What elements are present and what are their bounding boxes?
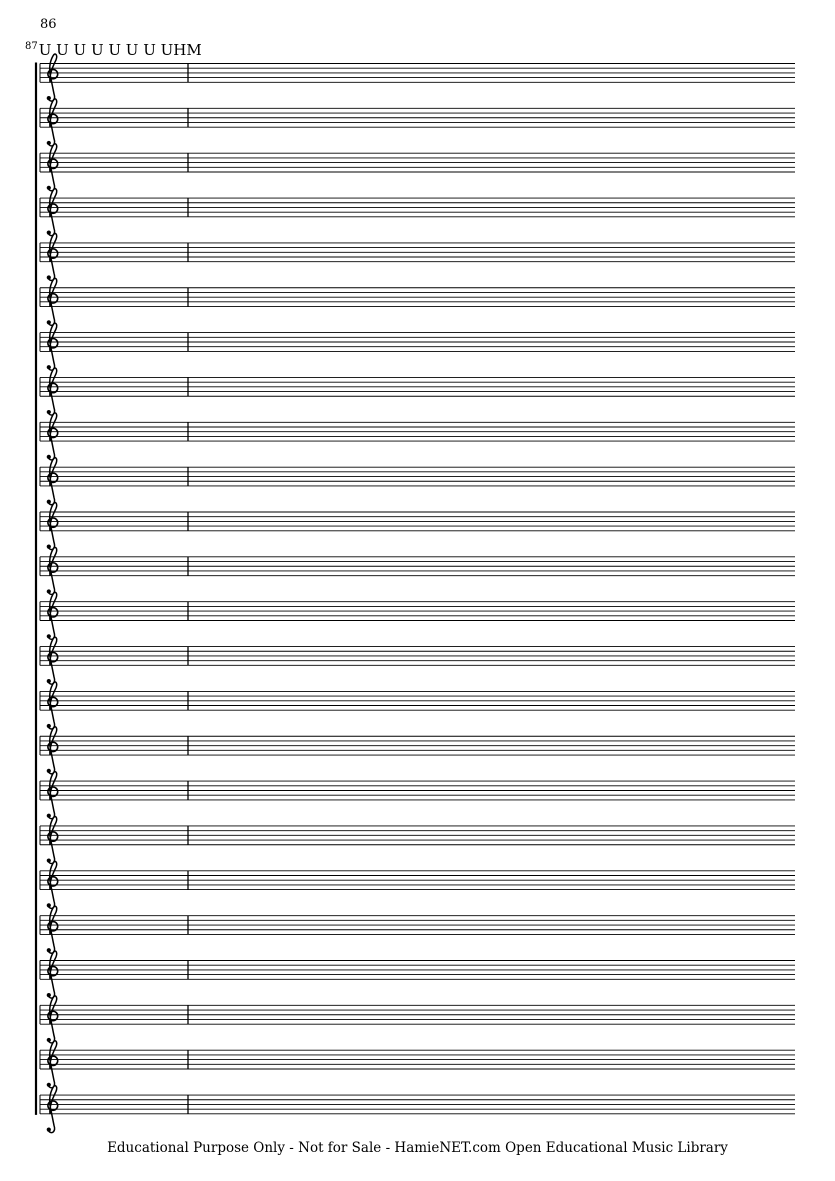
staff — [40, 906, 795, 953]
staff — [40, 861, 795, 908]
header-text: U U U U U U U UHM — [38, 41, 202, 59]
staff — [40, 458, 795, 505]
staff — [40, 54, 795, 101]
staff — [40, 592, 795, 639]
staff — [40, 503, 795, 550]
staff — [40, 727, 795, 774]
staff — [40, 278, 795, 325]
staff — [40, 368, 795, 415]
staff — [40, 637, 795, 684]
staff — [40, 1041, 795, 1088]
staff — [40, 682, 795, 729]
measure-number-header: 87 — [25, 41, 38, 52]
footer-text: Educational Purpose Only - Not for Sale - HamieNET.com Open Educational Music Library — [107, 1140, 728, 1156]
staff — [40, 816, 795, 863]
staff — [40, 951, 795, 998]
staff — [40, 189, 795, 236]
staff — [40, 996, 795, 1043]
staff — [40, 323, 795, 370]
staff — [40, 413, 795, 460]
staff — [40, 233, 795, 280]
staff — [40, 547, 795, 594]
staff — [40, 144, 795, 191]
measure-number-top: 86 — [40, 17, 57, 32]
staff — [40, 772, 795, 819]
staff — [40, 1086, 795, 1133]
staff — [40, 99, 795, 146]
